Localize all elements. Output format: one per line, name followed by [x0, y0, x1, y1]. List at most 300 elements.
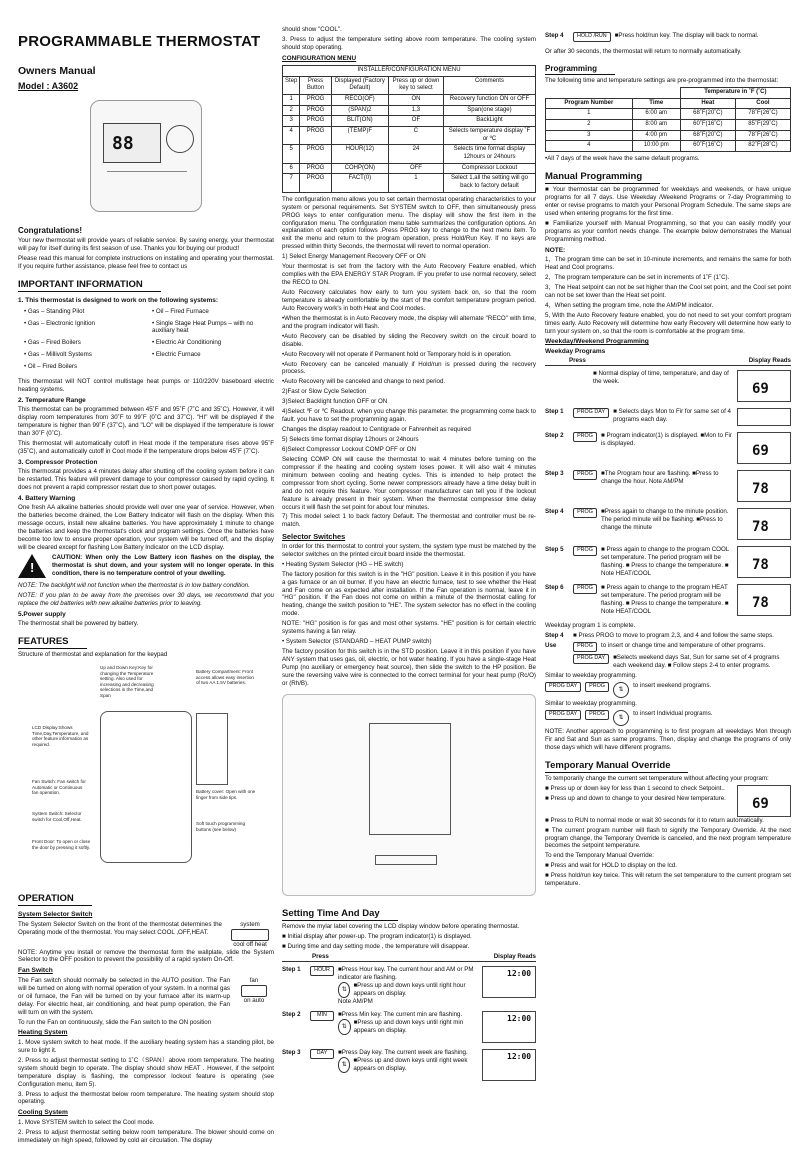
systems-heading: 1. This thermostat is designed to work on the following systems:	[18, 297, 219, 305]
terminal-strip	[375, 855, 437, 865]
table-cell: FACT(0)	[331, 174, 388, 192]
table-cell: PROG	[300, 163, 331, 174]
table-header: Press Button	[300, 76, 331, 94]
config-p7: •Auto Recovery will not operate if Permanent hold or Temporary hold is in operation.	[282, 350, 512, 358]
override-p3: ■ Press up and down to change to your desired New temperature.	[545, 794, 726, 802]
owners-manual-heading: Owners Manual	[18, 65, 96, 78]
manual-note-5: 5, With the Auto Recovery feature enabled, you do not need to set your comfort program times early. Auto Recovery will determine how early Recovery will determine how early to turn your system on, so that the room is comfortable at the program time.	[545, 311, 791, 335]
important-info-heading: IMPORTANT INFORMATION	[18, 279, 161, 292]
table-cell: C	[389, 127, 444, 145]
table-header-row	[283, 76, 536, 94]
system-item: • Gas – Standing Pilot	[24, 307, 85, 315]
config-p4: Auto Recovery calculates how early to turn you system back on, so that the room temperature is already comfortable by the start of the comfort temperature program period. Auto Recovery work's in both Heat and Cool modes.	[282, 289, 536, 312]
weekend-insert-row	[545, 682, 791, 698]
config-p6: •Auto Recovery can be disabled by sliding the Recovery switch on the circuit board to disable.	[282, 332, 536, 348]
step-text: ■Press Min key. The current min are flashing.	[338, 1011, 463, 1019]
manual-note-2: 2，The program temperature can be set in increments of 1˚F (1˚C).	[545, 273, 730, 281]
hour-key[interactable]: HOUR	[310, 966, 334, 976]
override-p8: ■ Press hold/run key twice. This will return the set temperature to the current program set temperature.	[545, 872, 791, 888]
table-cell: PROG	[300, 174, 331, 192]
up-down-key-icon[interactable]: ⇅	[338, 1019, 351, 1035]
table-cell: PROG	[300, 105, 331, 116]
circuit-board-illustration	[282, 694, 536, 896]
step-text: to insert weekend programs.	[633, 681, 712, 689]
table-cell: (SPAN)2	[331, 105, 388, 116]
column-1	[18, 22, 274, 1147]
config-p5: •When the thermostat is in Auto Recovery mode, the display will alternate "RECO" with time, and the program indicator will flash.	[282, 314, 536, 330]
table-cell: Selects temperature display ˚F or ºC	[443, 127, 535, 145]
step-text: ■ Program indicator(1) is displayed. ■Mon to Fir is displayed.	[601, 432, 732, 448]
table-cell: 82˚F(28˚C)	[735, 141, 790, 152]
column-2	[282, 26, 536, 1087]
default-program-table	[545, 87, 791, 152]
battery-compartment-drawing	[196, 713, 228, 785]
warning-icon: !	[18, 554, 46, 578]
step-label: Step 5	[545, 546, 564, 554]
weekday-step-2	[545, 432, 791, 464]
config-p12: 4)Select ℉ or ℃ Readout. when you change this parameter. the programming come back to fault. you have to set the programming again.	[282, 408, 536, 424]
manual-p2: ■ Familiarize yourself with Manual Programming, so that you can easily modify your programs as your comfort needs change. The example below demonstrates the Manual Programming method.	[545, 219, 791, 243]
table-row	[283, 116, 536, 127]
config-p9: •Auto Recovery will be canceled and change to next period.	[282, 378, 446, 386]
lcd-readout: 78	[737, 470, 791, 502]
step-text: to insert Individual programs.	[633, 709, 713, 717]
lcd-readout: 78	[737, 546, 791, 578]
step-text: ■Press up and down keys until right week appears on display.	[353, 1057, 468, 1073]
program-note: •All 7 days of the week have the same default programs.	[545, 155, 700, 163]
temp-range-heading: 2. Temperature Range	[18, 397, 86, 405]
step-text: ■Press up and down keys until right min appears on display.	[353, 1019, 464, 1035]
normal-display-row	[545, 370, 791, 402]
note-door: Front Door: To open or close the door by pressing it softly.	[32, 839, 91, 850]
step-text: ■ Press again to change to the program COOL set temperature. The period program will be flashing. ■ Press to change the temperature. ■ Note HEAT/COOL	[601, 546, 730, 577]
cooling-heading: Cooling System	[18, 1109, 68, 1117]
note-cover: Battery cover: Open with one finger from side tips.	[196, 789, 256, 800]
note-soft: Soft touch programming buttons (see below)	[196, 821, 246, 832]
time-p1: Remove the mylar label covering the LCD display window before operating thermostat.	[282, 922, 520, 930]
compressor-heading: 3. Compressor Protection	[18, 459, 98, 467]
system-switch-heading: System Selector Switch	[18, 911, 93, 919]
step-text: ■Press up and down keys until right hour appears on display.	[353, 981, 466, 997]
temp-range-p1: This thermostat can be programmed between 45˚F and 95˚F (7˚C and 35˚C). However, it will display room temperatures from 30˚F to 99˚F (0˚C and 37˚C). "HI" will be displayed if the temperature is higher than 99˚F (37˚C), and "LO" will be displayed if the temperature is lower than 30˚F (0˚C).	[18, 406, 274, 438]
prog-day-key[interactable]: PROG DAY	[545, 682, 581, 692]
prog-key[interactable]: PROG	[585, 682, 609, 692]
step-label: Step 1	[545, 408, 564, 416]
system-item: • Electric Furnace	[152, 351, 201, 359]
structure-diagram	[18, 663, 274, 883]
config-table-title: INSTALLER/CONFIGURATION MENU	[283, 66, 536, 77]
table-cell: BackLight	[443, 116, 535, 127]
weekday-step-5	[545, 546, 791, 578]
table-cell: 3	[283, 116, 300, 127]
step-text: ■ Selects days Mon to Fir for same set of 4 programs each day.	[613, 408, 731, 424]
fan-switch-options: on auto	[243, 996, 265, 1004]
congrats-paragraph-1: Your new thermostat will provide years of reliable service. By saving energy, your thermostat will pay for itself during its first season of use. Thanks you for buying our product!	[18, 237, 274, 253]
weekday-step-6	[545, 584, 791, 616]
step-text: ■ Press PROG to move to program 2,3, and 4 and follow the same steps.	[573, 632, 774, 640]
step-text: ■Press again to change to the minute position. The period minute will be flashing. ■Press to change the minute	[601, 508, 729, 532]
weekend-row	[545, 654, 791, 670]
power-supply-heading: 5.Power supply	[18, 610, 66, 618]
system-switch-note: NOTE: Anytime you install or remove the thermostat form the wallplate, slide the System Selector to the OFF position to prevent the possibility of a rapid system On-Off.	[18, 948, 274, 964]
override-p4: ■ Press to RUN to normal mode or wait 30 seconds for it to return automatically.	[545, 816, 764, 824]
time-p3: ■ During time and day setting mode , the temperature will disappear.	[282, 942, 470, 950]
cooling-continued: should show "COOL".	[282, 26, 342, 33]
up-down-key-icon[interactable]: ⇅	[613, 710, 629, 726]
table-row	[283, 127, 536, 145]
weekday-step-1	[545, 408, 791, 426]
step4-note: Or after 30 seconds, the thermostat will return to normally automatically.	[545, 47, 742, 55]
table-cell: Span(one stage)	[443, 105, 535, 116]
config-p10: 2)Fast or Slow Cycle Selection	[282, 388, 367, 396]
override-p5: ■ The current program number will flash to signify the Temporary Override. At the next program change, the Temporary Override is canceled, and the next program temperature becomes the setpoint temperature.	[545, 826, 791, 850]
system-switch-label: system	[240, 920, 260, 928]
step-label: Step 4	[545, 32, 564, 39]
step-text: to insert or change time and temperature of other programs.	[601, 642, 766, 650]
override-p7: ■ Press and wait for HOLD to display on the lcd.	[545, 862, 678, 870]
selector-p4: NOTE: "HG" position is for gas and most other systems. "HE" position is for certain electric systems having a fan relay.	[282, 620, 536, 636]
table-cell: ON	[389, 95, 444, 106]
systems-note: This thermostat will NOT control multistage heat pumps or 110/220V baseboard electric heating systems.	[18, 378, 274, 394]
step-label: Step 4	[545, 508, 564, 516]
lcd-readout: 69	[737, 432, 791, 464]
table-cell: 7	[283, 174, 300, 192]
table-cell: OFF	[389, 163, 444, 174]
lcd-readout: 12:00	[482, 1049, 536, 1081]
fan-switch-block	[18, 977, 274, 1019]
prog-key[interactable]: PROG	[573, 546, 597, 556]
table-cell: 4	[283, 127, 300, 145]
table-cell: 78˚F(26˚C)	[735, 109, 790, 120]
table-row	[283, 163, 536, 174]
fan-switch-heading: Fan Switch	[18, 967, 53, 975]
selector-p3: The factory position for this switch is in the "HG" position. Leave it in this position if you have a gas furnace or an oil burner. If you have an electric furnace, test to see whether the Heat and Fan come on as expected after installation. If the Fan operation is normal, leave it in "HG" position. If the Fan does not come on within a minute of the thermostat calling for heating, change the switch position to "HE". The system selector has no effect in the cooling mode.	[282, 570, 536, 618]
table-cell: (TEMP)F	[331, 127, 388, 145]
selector-p2: • Heating System Selector (HG – HE switch)	[282, 560, 404, 568]
config-p1: The configuration menu allows you to set certain thermostat operating characteristics to your system or personal requirements. Set SYSTEM switch to OFF, then simultaneously press PROG keys to enter configuration menu. The display will show the first item in the configuration menu. The configuration menu table summarizes the configuration options. An explanation of each option follows .Press PROG key to change to the next menu item. To exit the menu and return to the program operation, press Hold/Run Key. If no keys are pressed within thirty Seconds, the thermostat will revert to normal operation.	[282, 195, 536, 251]
up-down-key-icon	[166, 125, 194, 153]
override-p1: To temporarily change the current set temperature without affecting your program:	[545, 774, 769, 782]
temp-range-p2: This thermostat will automatically cutoff in Heat mode if the temperature rises above 95˚F (35˚C), and automatically cutoff in Cool mode if the temperature drops below 45˚F (7˚C).	[18, 440, 274, 456]
table-cell: 24	[389, 145, 444, 163]
backlight-note: NOTE: The backlight will not function when the thermostat is in low battery condition.	[18, 581, 250, 589]
config-p3: Your thermostat is set from the factory with the Auto Recovery Feature enabled, which complies with the EPA ENERGY STAR Program. IF you prefer to use normal recovery, select the RECO to ON.	[282, 263, 537, 287]
time-step-1	[282, 966, 536, 1006]
table-header: Time	[632, 98, 680, 109]
table-row	[283, 105, 536, 116]
note-heading: NOTE:	[545, 246, 566, 254]
table-cell: BLIT(ON)	[331, 116, 388, 127]
table-cell: 8:00 am	[632, 120, 680, 131]
prog-day-key[interactable]: PROG DAY	[573, 654, 609, 664]
table-cell: OF	[389, 116, 444, 127]
table-cell: 2	[283, 105, 300, 116]
table-cell: 3	[546, 130, 633, 141]
day-key[interactable]: DAY	[310, 1049, 334, 1059]
table-cell: 4	[546, 141, 633, 152]
step-label: Step 2	[282, 1011, 301, 1019]
system-item: • Single Stage Heat Pumps – with no auxiliary heat	[152, 319, 254, 335]
step-label: Step 4	[545, 632, 564, 640]
system-switch-text: The System Selector Switch on the front of the thermostat determines the Operating mode of the thermostat. You may select COOL ,OFF,HEAT.	[18, 920, 222, 936]
fan-switch-label: fan	[249, 976, 259, 984]
step-label: Step 6	[545, 584, 564, 592]
system-switch-options: cool off heat	[233, 940, 267, 948]
table-cell: 6	[283, 163, 300, 174]
config-p14: 5) Selects time format display 12hours or 24hours	[282, 436, 419, 444]
up-down-key-icon[interactable]: ⇅	[338, 1057, 350, 1073]
fan-switch-icon	[241, 985, 267, 997]
step-text: ■The Program hour are flashing. ■Press to change the hour. Note AM/PM	[601, 470, 719, 486]
battery-paragraph: One fresh AA alkaline batteries should provide well over one year of service. However, when the batteries become drained, the Low Battery Indicator will flash on the display. When this message occurs, install new alkaline batteries. You have approximately 1 minute to change the batteries and keep the thermostat's clock and program settings. Once the batteries have become too low to ensure proper operation, your system will be turned off, and the display will be cleared except for flashing Low Battery Indicator on the LCD display.	[18, 504, 274, 552]
table-row	[546, 130, 791, 141]
table-cell: PROG	[300, 127, 331, 145]
step-label: Step 3	[545, 470, 564, 478]
prog-day-key[interactable]: PROG DAY	[573, 408, 609, 418]
congrats-paragraph-2: Please read this manual for complete instructions on installing and operating your thermostat. If you require further assistance, please feel free to contact us	[18, 255, 274, 271]
fan-switch-text: The Fan switch should normally be selected in the AUTO position. The Fan will be turned on along with normal operation of your system. In a normal gas or oil furnace, the Fan will be turned on by your furnace after its warm-up delay. For electric heat, air conditioning, and heat pump operation, the Fan will turn on with the system.	[18, 976, 230, 1016]
step-text: ■Press hold/run key. The display will back to normal.	[614, 32, 759, 39]
config-table	[282, 65, 536, 193]
config-p13: Changes the display readout to Centigrade or Fahrenheit as required	[282, 426, 471, 434]
selector-p6: The factory position for this switch is in the STD position. Leave it in this position if you have ANY system that uses gas, oil, electric, or hot water heating. If you have a single-stage Heat Pump (no auxiliary or emergency heat source), then slide the switch to the HP position. Be sure the reversing valve wire is connected to the correct terminal for your heat pump (Rc/O) or (Rh/B).	[282, 648, 536, 687]
compressor-paragraph: This thermostat provides a 4 minutes delay after shutting off the cooling system before it can be restarted. This feature will prevent damage to your compressor caused by rapid cycling. It does not prevent a rapid compressor restart due to short power outages.	[18, 468, 274, 492]
table-cell: 68˚F(20˚C)	[680, 130, 735, 141]
lcd-digits: 88	[112, 133, 134, 155]
config-p16: Selecting COMP ON will cause the thermostat to wait 4 minutes before turning on the compressor if the heating and cooling system loses power. It will also wait 4 minutes minimum between cooling and heating cycles. This is intended to help protect the compressor from short cycling. Some newer compressors already have a time delay built in and do not require this feature. Your compressor manufacturer can tell you if the lockout feature is already present in their system. When the thermostat compressor time delay occurs it will flash the set point for about four minutes.	[282, 455, 536, 511]
lcd-readout: 78	[737, 508, 791, 540]
override-block	[545, 785, 791, 817]
table-cell: 4:00 pm	[632, 130, 680, 141]
lcd-readout: 78	[737, 584, 791, 616]
keypad-buttons	[107, 171, 187, 184]
thermostat-front-drawing	[100, 711, 192, 863]
time-p2: ■ Initial display after power-up. The program indicator(1) is displayed.	[282, 932, 472, 940]
step-text: ■Press Day key. The current week are flashing.	[338, 1049, 468, 1057]
manual-note-3: 3，The Heat setpoint can not be set higher than the Cool set point, and the Cool set point can not be set lower than the Heat set point.	[545, 283, 791, 299]
prog-key[interactable]: PROG	[573, 584, 597, 594]
table-header: Cool	[735, 98, 790, 109]
table-cell: PROG	[300, 145, 331, 163]
weekday-complete: Weekday program 1 is complete.	[545, 622, 636, 630]
table-cell: 6:00 am	[632, 109, 680, 120]
table-cell: 78˚F(26˚C)	[735, 130, 790, 141]
battery-heading: 4. Battery Warning	[18, 495, 76, 503]
display-reads-label: Display Reads	[493, 952, 536, 960]
prog-key[interactable]: PROG	[585, 710, 609, 720]
table-header: Press up or down key to select	[389, 76, 444, 94]
features-heading: FEATURES	[18, 636, 87, 649]
table-header: Displayed (Factory Default)	[331, 76, 388, 94]
table-cell: Recovery function ON or OFF	[443, 95, 535, 106]
systems-list	[24, 308, 274, 376]
similar-weekday-1: Similar to weekday programming.	[545, 671, 637, 679]
system-switch-block	[18, 921, 274, 949]
prog-key[interactable]: PROG	[573, 470, 597, 480]
use-prog-row	[545, 642, 791, 652]
config-p8: •Auto Recovery can be canceled manually if Hold/run is pressed during the recovery process.	[282, 360, 536, 376]
cooling-step-3: 3. Press to adjust the temperature setting above room temperature. The cooling system should stop operating.	[282, 35, 536, 51]
min-key[interactable]: MIN	[310, 1011, 334, 1021]
config-p15: 6)Select Compressor Lockout COMP OFF or ON	[282, 445, 416, 453]
step4-repeat	[545, 632, 791, 640]
programming-heading: Programming	[545, 64, 615, 75]
table-row	[546, 141, 791, 152]
operation-heading: OPERATION	[18, 893, 92, 906]
up-down-key-icon[interactable]: ⇅	[338, 982, 350, 998]
note-battery: Battery Compartment: Front access allows easy insertion of two AA 1.5V batteries.	[196, 669, 254, 686]
step-text: ■Press Hour key. The current hour and AM or PM indicator are flashing.	[338, 965, 474, 981]
lcd-readout: 69	[737, 370, 791, 402]
press-display-header	[282, 953, 536, 962]
weekday-programs-heading: Weekday Programs	[545, 347, 606, 355]
system-item: • Oil – Fired Furnace	[152, 307, 209, 315]
table-cell: 68˚F(20˚C)	[680, 109, 735, 120]
step-label: Use	[545, 642, 557, 650]
hold-run-key[interactable]: HOLD /RUN	[573, 32, 611, 42]
table-row	[546, 120, 791, 131]
selector-switches-heading: Selector Switches	[282, 532, 346, 542]
prog-key[interactable]: PROG	[573, 432, 597, 442]
note-system: System Switch: Selector switch for Cool,Off,Heat.	[32, 811, 82, 822]
selector-switch-block	[369, 723, 451, 835]
weekday-weekend-heading: Weekday/Weekend Programming	[545, 338, 649, 346]
power-supply-text: The thermostat shall be powered by battery.	[18, 620, 139, 628]
heating-step-1: 1. Move system switch to heat mode. If the auxiliary heating system has a standing pilot, be sure to light it.	[18, 1038, 274, 1054]
lcd-readout: 69	[737, 785, 791, 817]
table-cell: 1	[546, 109, 633, 120]
table-cell: 60˚F(16˚C)	[680, 120, 735, 131]
table-cell: COHP(ON)	[331, 163, 388, 174]
table-header: Program Number	[546, 98, 633, 109]
time-step-3	[282, 1049, 536, 1081]
table-cell: 60˚F(16˚C)	[680, 141, 735, 152]
table-cell: 5	[283, 145, 300, 163]
individual-insert-row	[545, 710, 791, 726]
table-cell: 1	[283, 95, 300, 106]
temporary-override-heading: Temporary Manual Override	[545, 760, 688, 773]
weekday-step-3	[545, 470, 791, 502]
column-3	[545, 32, 791, 890]
model-number: Model : A3602	[18, 80, 79, 91]
table-cell: Selects time format display 12hours or 24hours	[443, 145, 535, 163]
table-row	[283, 174, 536, 192]
cooling-step-2: 2. Press to adjust thermostat setting below room temperature. The blower should come on immediately on high speed, followed by cold air circulation. The display	[18, 1128, 274, 1144]
time-step-2	[282, 1011, 536, 1043]
table-cell: RECO(OF)	[331, 95, 388, 106]
manual-programming-heading: Manual Programming	[545, 171, 660, 184]
press-label: Press	[312, 952, 329, 960]
table-cell: 85˚F(29˚C)	[735, 120, 790, 131]
weekday-step-4	[545, 508, 791, 540]
override-p6: To end the Temporary Manual Override:	[545, 852, 654, 860]
manual-note-1: 1，The program time can be set in 10-minute increments, and remains the same for both Heat and Cool programs.	[545, 256, 791, 271]
note-fan: Fan Switch: Fan switch for Automatic or Continuous fan operation.	[32, 779, 86, 796]
table-cell: 10:00 pm	[632, 141, 680, 152]
caution-text: CAUTION: When only the Low Battery icon flashes on the display, the thermostat is shut down, and your system will no longer operate. In this condition, there is no temperature control of your dwelling.	[52, 554, 274, 577]
config-p2: 1) Select Energy Management Recovery OFF or ON	[282, 253, 426, 261]
config-p17: 7) This model select 1 to back factory Default. The thermostat and controller must be re-match.	[282, 513, 536, 529]
prog-key[interactable]: PROG	[573, 508, 597, 518]
heating-step-3: 3. Press to adjust the thermostat below room temperature. The heating system should stop operating.	[18, 1090, 274, 1106]
note-lcd: LCD Display:Shows Time,Day,Temperature, and other feature information as required.	[32, 725, 89, 747]
manual-p1: ■ Your thermostat can be programmed for weekdays and weekends, or have unique programs for all 7 days. Use Weekday /Weekend Programs or 7-day Programming to enter or revise programs to match your Personal Program Schedule. The same steps are used when entering programs for the first time.	[545, 186, 791, 217]
lcd-readout	[737, 408, 791, 426]
congrats-heading: Congratulations!	[18, 226, 82, 236]
away-note: NOTE: If you plan to be away from the premises over 30 days, we recommend that you replace the old batteries with new alkaline batteries prior to leaving.	[18, 591, 274, 607]
setting-time-heading: Setting Time And Day	[282, 908, 398, 921]
selector-p1: In order for this thermostat to control your system, the system type must be matched by the selector switches on the printed circuit board inside the thermostat.	[282, 542, 536, 558]
caution-block	[18, 554, 274, 580]
table-cell: PROG	[300, 116, 331, 127]
table-header: Comments	[443, 76, 535, 94]
cooling-step-1: 1. Move SYSTEM switch to select the Cool mode.	[18, 1118, 155, 1126]
up-down-key-icon[interactable]: ⇅	[613, 682, 629, 698]
press-display-header	[545, 357, 791, 366]
note-updown: Up and Down Key:Key for changing the Temperature setting. Also used for increasing and decreasing selections in the Time,and Span	[100, 665, 154, 698]
similar-weekday-2: Similar to weekday programming.	[545, 699, 637, 707]
heating-step-2: 2. Press to adjust thermostat setting to 1˚C（SPAN）above room temperature. The heating system should begin to operate. The display should show HEAT . However, if the setpoint temperature display is flashing, the compressor lockout feature is operating (see Configuration menu, item 5).	[18, 1056, 274, 1088]
step-label: Step 2	[545, 432, 564, 440]
prog-key[interactable]: PROG	[573, 642, 597, 652]
table-cell: 2	[546, 120, 633, 131]
heating-heading: Heating System	[18, 1029, 68, 1037]
table-cell: 1	[389, 174, 444, 192]
time-step-4	[545, 32, 791, 42]
prog-day-key[interactable]: PROG DAY	[545, 710, 581, 720]
table-cell: HOUR(12)	[331, 145, 388, 163]
system-item: • Gas – Electronic Ignition	[24, 319, 95, 327]
system-item: • Gas – Fired Boilers	[24, 339, 81, 347]
table-cell: PROG	[300, 95, 331, 106]
display-reads-label: Display Reads	[748, 357, 791, 365]
selector-p5: • System Selector (STANDARD – HEAT PUMP switch)	[282, 638, 432, 646]
fan-switch-text-2: To run the Fan on continuously, slide the Fan switch to the ON position	[18, 1018, 212, 1026]
press-label: Press	[569, 357, 586, 365]
table-row	[546, 109, 791, 120]
lcd-readout: 12:00	[482, 1011, 536, 1043]
programming-intro: The following time and temperature settings are pre-programmed into the thermostat:	[545, 77, 779, 85]
step-text: ■ Normal display of time, temperature, and day of the week.	[593, 370, 729, 386]
table-header-row	[546, 98, 791, 109]
table-header: Step	[283, 76, 300, 94]
fan-switch-graphic	[234, 977, 274, 1019]
table-cell: Select 1,all the setting will go back to factory default	[443, 174, 535, 192]
step-note: Note AM/PM	[338, 997, 373, 1005]
step-text: ■ Press again to change to the program HEAT set temperature. The period program will be flashing. ■ Press to change the temperature. ■ Note HEAT/COOL	[601, 584, 729, 615]
table-cell: Compressor Lockout	[443, 163, 535, 174]
step-label: Step 1	[282, 965, 301, 973]
another-approach-note: NOTE: Another approach to programming is to first program all weekdays Mon through Fir and Sat and Sun as same programs. Then, display and change the programs of only those days which will have different programs.	[545, 727, 791, 751]
system-switch-graphic	[226, 921, 274, 949]
table-header: Heat	[680, 98, 735, 109]
step-text: ■Selects weekend days Sat, Sun for same set of 4 programs each weekend day. ■ Follow steps 2-4 to enter programs.	[613, 653, 780, 669]
system-item: • Electric Air Conditioning	[152, 339, 222, 347]
table-header: Temperature in ˚F (˚C)	[680, 88, 790, 99]
step-label: Step 3	[282, 1049, 301, 1057]
table-row	[283, 95, 536, 106]
config-p11: 3)Select Backlight function OFF or ON	[282, 398, 388, 406]
system-item: • Gas – Millivolt Systems	[24, 351, 92, 359]
override-p2: ■ Press up or down key for less than 1 second to check Setpoint..	[545, 784, 725, 792]
system-item: • Oil – Fired Boilers	[24, 363, 78, 371]
lcd-screen	[103, 123, 161, 163]
lcd-readout: 12:00	[482, 966, 536, 998]
thermostat-illustration	[90, 100, 202, 212]
config-menu-caption: CONFIGURATION MENU	[282, 54, 357, 62]
table-cell: 1,3	[389, 105, 444, 116]
system-switch-icon	[231, 929, 269, 941]
